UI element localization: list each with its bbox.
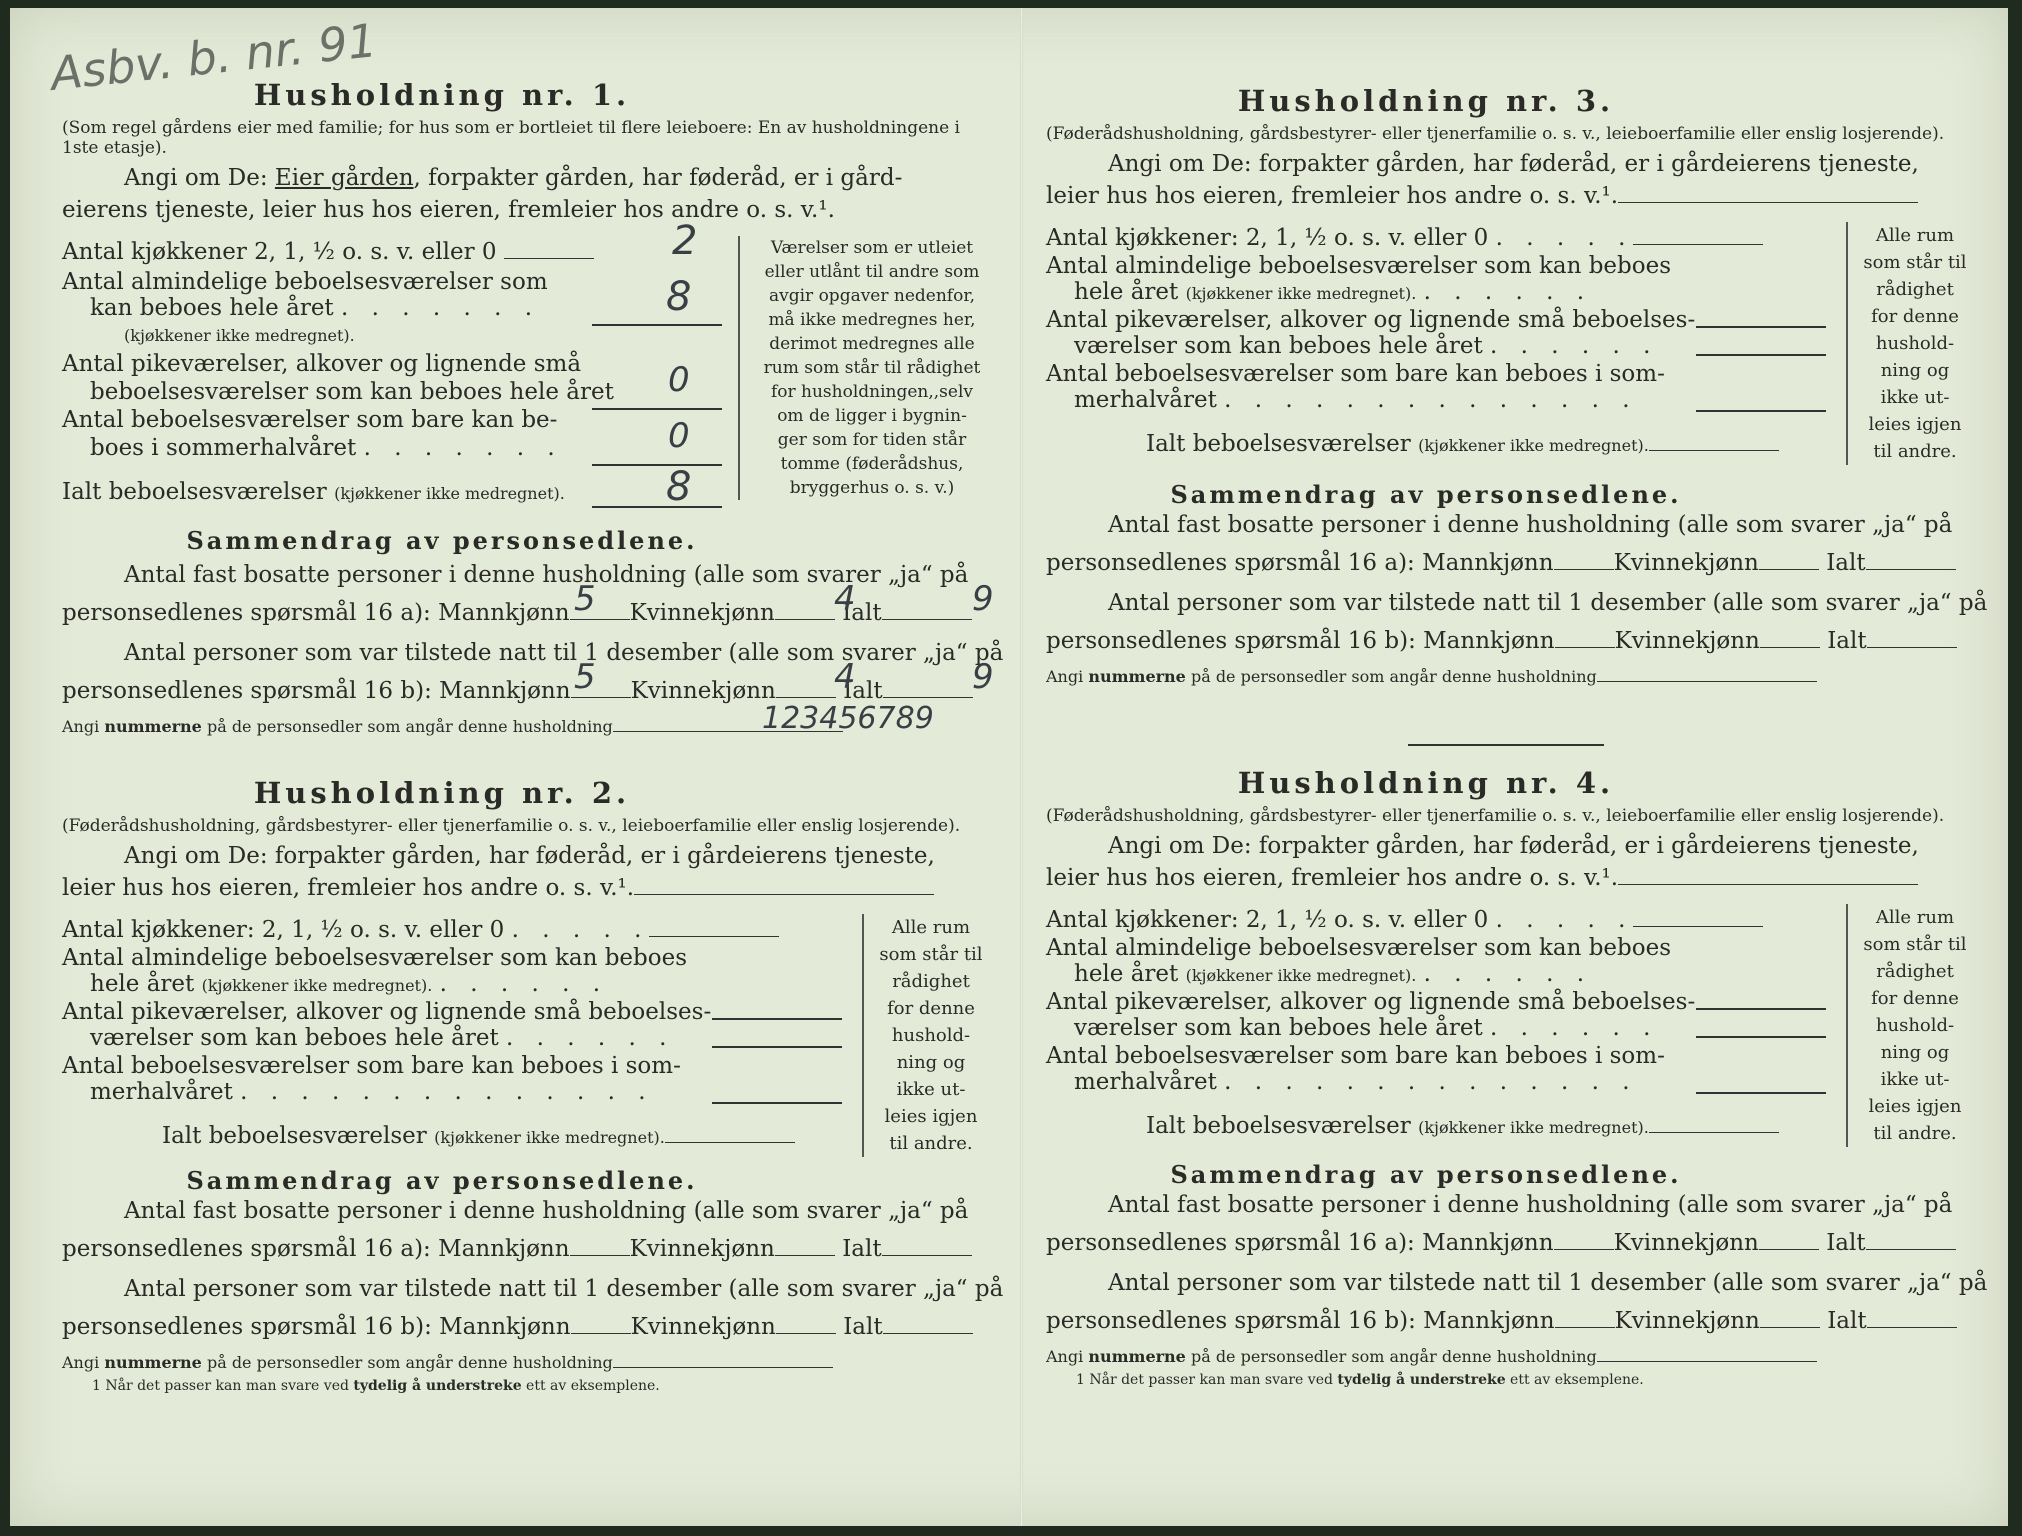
small-rooms-label: Antal pikeværelser, alkover og lignende små xyxy=(62,351,582,377)
rooms-label: Antal almindelige beboelsesværelser som kan beboes xyxy=(1046,935,1672,961)
total-rooms-value: 8 xyxy=(666,464,692,510)
present-line: personsedlenes spørsmål 16 b): Mannkjønn Kvinnekjønn Ialt 5 4 9 xyxy=(62,657,994,704)
total-rooms-label: Ialt beboelsesværelser (kjøkkener ikke medregnet). xyxy=(1046,428,1779,462)
household-3-subtitle: (Føderådshusholdning, gårdsbestyrer- eller tjenerfamilie o. s. v., leieboerfamilie eller enslig losjerende). xyxy=(1046,124,1945,144)
household-3-side-note: Alle rum som står til rådighet for denne hushold- ning og ikke ut- leies igjen til andre. xyxy=(1846,222,1970,465)
household-4 xyxy=(1046,766,1988,1388)
present-label: Antal personer som var tilstede natt til 1 desember (alle som svarer „ja“ på xyxy=(1108,590,1988,616)
household-1-summary-title: Sammendrag av personsedlene. xyxy=(186,526,698,555)
household-1-angi-line-2: eierens tjeneste, leier hus hos eieren, fremleier hos andre o. s. v.¹. xyxy=(62,197,835,223)
household-4-title: Husholdning nr. 4. xyxy=(1237,766,1615,800)
kitchens-label: Antal kjøkkener: 2, 1, ½ o. s. v. eller 0 . . . . . xyxy=(62,914,779,946)
page-fold xyxy=(1020,8,1023,1526)
kitchens-value: 2 xyxy=(672,218,698,264)
small-rooms-label: Antal pikeværelser, alkover og lignende små beboelses- xyxy=(1046,989,1696,1015)
footnote-right: 1 Når det passer kan man svare ved tydelig å understreke ett av eksemplene. xyxy=(1076,1372,1644,1388)
household-1-side-note: Værelser som er utleiet eller utlånt til andre som avgir opgaver nedenfor, må ikke medregnes her, derimot medregnes alle rum som står til rådighet for husholdningen,,selv om de ligger i bygnin- ger som for tiden står tomme (føderådshus, bryggerhus o. s. v.) xyxy=(738,236,992,500)
household-2-side-note: Alle rum som står til rådighet for denne hushold- ning og ikke ut- leies igjen til andre. xyxy=(862,914,986,1157)
household-2-numbers-line: Angi nummerne på de personsedler som angår denne husholdning xyxy=(62,1353,982,1372)
household-3-rooms xyxy=(1046,222,1966,462)
rooms-label-2: hele året (kjøkkener ikke medregnet). . . . . . . xyxy=(90,971,609,997)
rooms-label: Antal almindelige beboelsesværelser som kan beboes xyxy=(1046,253,1672,279)
summer-rooms-label: Antal beboelsesværelser som bare kan beboes i som- xyxy=(1046,1043,1665,1069)
resident-female-value: 4 xyxy=(834,579,856,619)
kitchens-label: Antal kjøkkener 2, 1, ½ o. s. v. eller 0 xyxy=(62,236,594,268)
household-2-rooms xyxy=(62,914,982,1154)
resident-label: Antal fast bosatte personer i denne husholdning (alle som svarer „ja“ på xyxy=(124,1198,969,1224)
present-total-value: 9 xyxy=(972,657,994,697)
small-rooms-label: Antal pikeværelser, alkover og lignende små beboelses- xyxy=(1046,307,1696,333)
present-line: personsedlenes spørsmål 16 b): Mannkjønn Kvinnekjønn Ialt xyxy=(1046,625,1966,657)
kitchens-label: Antal kjøkkener: 2, 1, ½ o. s. v. eller 0 . . . . . xyxy=(1046,904,1763,936)
household-2-subtitle: (Føderådshusholdning, gårdsbestyrer- eller tjenerfamilie o. s. v., leieboerfamilie eller enslig losjerende). xyxy=(62,816,961,836)
total-rooms-label: Ialt beboelsesværelser (kjøkkener ikke medregnet). xyxy=(62,1120,795,1154)
present-female-value: 4 xyxy=(834,657,856,697)
resident-label: Antal fast bosatte personer i denne husholdning (alle som svarer „ja“ på xyxy=(1108,512,1953,538)
summer-rooms-label-2: merhalvåret . . . . . . . . . . . . . . xyxy=(90,1079,654,1105)
rooms-label-2: hele året (kjøkkener ikke medregnet). . . . . . . xyxy=(1074,961,1593,987)
footnote-left: 1 Når det passer kan man svare ved tydelig å understreke ett av eksemplene. xyxy=(92,1378,660,1394)
resident-line: personsedlenes spørsmål 16 a): Mannkjønn Kvinnekjønn Ialt xyxy=(1046,1227,1966,1259)
total-rooms-label: Ialt beboelsesværelser (kjøkkener ikke medregnet). xyxy=(1046,1110,1779,1144)
household-2-angi-line-1: Angi om De: forpakter gården, har føderåd, er i gårdeierens tjeneste, xyxy=(124,843,935,869)
household-4-side-note: Alle rum som står til rådighet for denne hushold- ning og ikke ut- leies igjen til andre. xyxy=(1846,904,1970,1147)
household-2-summary-title: Sammendrag av personsedlene. xyxy=(186,1166,698,1195)
small-rooms-label-2: beboelsesværelser som kan beboes hele året xyxy=(90,379,614,405)
resident-male-value: 5 xyxy=(574,579,596,619)
summer-rooms-label-2: boes i sommerhalvåret . . . . . . . xyxy=(90,435,563,461)
present-label: Antal personer som var tilstede natt til 1 desember (alle som svarer „ja“ på xyxy=(124,1276,1004,1302)
total-rooms-label: Ialt beboelsesværelser (kjøkkener ikke medregnet). xyxy=(62,479,565,505)
small-rooms-label: Antal pikeværelser, alkover og lignende små beboelses- xyxy=(62,999,712,1025)
small-rooms-label-2: værelser som kan beboes hele året . . . . . . xyxy=(1074,333,1659,359)
small-rooms-label-2: værelser som kan beboes hele året . . . . . . xyxy=(90,1025,675,1051)
present-line: personsedlenes spørsmål 16 b): Mannkjønn Kvinnekjønn Ialt xyxy=(62,1311,982,1343)
rooms-label: Antal almindelige beboelsesværelser som kan beboes xyxy=(62,945,688,971)
summer-rooms-label-2: merhalvåret . . . . . . . . . . . . . . xyxy=(1074,387,1638,413)
household-4-angi-line-2: leier hus hos eieren, fremleier hos andre o. s. v.¹. xyxy=(1046,862,1966,894)
household-3-angi-line-1: Angi om De: forpakter gården, har føderåd, er i gårdeierens tjeneste, xyxy=(1108,151,1919,177)
household-1-subtitle: (Som regel gårdens eier med familie; for hus som er bortleiet til flere leieboere: En av husholdningene i 1ste etasje). xyxy=(62,118,960,158)
resident-line: personsedlenes spørsmål 16 a): Mannkjønn Kvinnekjønn Ialt xyxy=(1046,547,1966,579)
summer-rooms-value: 0 xyxy=(668,416,690,456)
small-rooms-label-2: værelser som kan beboes hele året . . . . . . xyxy=(1074,1015,1659,1041)
present-label: Antal personer som var tilstede natt til 1 desember (alle som svarer „ja“ på xyxy=(124,640,1004,666)
rooms-label-2: kan beboes hele året . . . . . . . xyxy=(90,295,541,321)
household-3-title: Husholdning nr. 3. xyxy=(1237,84,1615,118)
household-1-rooms xyxy=(62,218,982,510)
rooms-value: 8 xyxy=(666,274,692,320)
household-2-title: Husholdning nr. 2. xyxy=(253,776,631,810)
rooms-label: Antal almindelige beboelsesværelser som xyxy=(62,269,548,295)
present-male-value: 5 xyxy=(574,657,596,697)
owner-choice-underlined: Eier gården xyxy=(274,165,414,191)
resident-line: personsedlenes spørsmål 16 a): Mannkjønn Kvinnekjønn Ialt xyxy=(62,1233,982,1265)
small-rooms-value: 0 xyxy=(668,360,690,400)
present-line: personsedlenes spørsmål 16 b): Mannkjønn Kvinnekjønn Ialt xyxy=(1046,1305,1966,1337)
present-label: Antal personer som var tilstede natt til 1 desember (alle som svarer „ja“ på xyxy=(1108,1270,1988,1296)
resident-total-value: 9 xyxy=(972,579,994,619)
household-3-summary-title: Sammendrag av personsedlene. xyxy=(1170,480,1682,509)
household-2-angi-line-2: leier hus hos eieren, fremleier hos andre o. s. v.¹. xyxy=(62,872,982,904)
household-4-summary-title: Sammendrag av personsedlene. xyxy=(1170,1160,1682,1189)
person-numbers-value: 123456789 xyxy=(762,701,934,736)
resident-line: personsedlenes spørsmål 16 a): Mannkjønn Kvinnekjønn Ialt 5 4 9 xyxy=(62,579,994,626)
summer-rooms-label: Antal beboelsesværelser som bare kan beboes i som- xyxy=(1046,361,1665,387)
section-divider xyxy=(1408,744,1604,746)
household-1-angi-line-1: Angi om De: Eier gården, forpakter gården, har føderåd, er i gård- xyxy=(124,165,903,191)
household-4-subtitle: (Føderådshusholdning, gårdsbestyrer- eller tjenerfamilie o. s. v., leieboerfamilie eller enslig losjerende). xyxy=(1046,806,1945,826)
resident-label: Antal fast bosatte personer i denne husholdning (alle som svarer „ja“ på xyxy=(124,562,969,588)
household-4-rooms xyxy=(1046,904,1966,1144)
summer-rooms-label-2: merhalvåret . . . . . . . . . . . . . . xyxy=(1074,1069,1638,1095)
summer-rooms-label: Antal beboelsesværelser som bare kan be- xyxy=(62,407,558,433)
kitchens-label: Antal kjøkkener: 2, 1, ½ o. s. v. eller 0 . . . . . xyxy=(1046,222,1763,254)
household-3 xyxy=(1046,84,1988,686)
rooms-note: (kjøkkener ikke medregnet). xyxy=(124,326,355,345)
resident-label: Antal fast bosatte personer i denne husholdning (alle som svarer „ja“ på xyxy=(1108,1192,1953,1218)
household-1 xyxy=(62,78,1004,736)
household-1-numbers-line: Angi nummerne på de personsedler som angår denne husholdning 123456789 xyxy=(62,701,934,736)
handwritten-corner-note: Asbv. b. nr. 91 xyxy=(48,13,380,101)
form-sheet xyxy=(10,8,2008,1526)
household-4-angi-line-1: Angi om De: forpakter gården, har føderåd, er i gårdeierens tjeneste, xyxy=(1108,833,1919,859)
household-3-angi-line-2: leier hus hos eieren, fremleier hos andre o. s. v.¹. xyxy=(1046,180,1966,212)
household-4-numbers-line: Angi nummerne på de personsedler som angår denne husholdning xyxy=(1046,1347,1966,1366)
summer-rooms-label: Antal beboelsesværelser som bare kan beboes i som- xyxy=(62,1053,681,1079)
household-3-numbers-line: Angi nummerne på de personsedler som angår denne husholdning xyxy=(1046,667,1966,686)
household-1-title: Husholdning nr. 1. xyxy=(253,78,631,112)
household-2 xyxy=(62,776,1004,1394)
rooms-label-2: hele året (kjøkkener ikke medregnet). . . . . . . xyxy=(1074,279,1593,305)
